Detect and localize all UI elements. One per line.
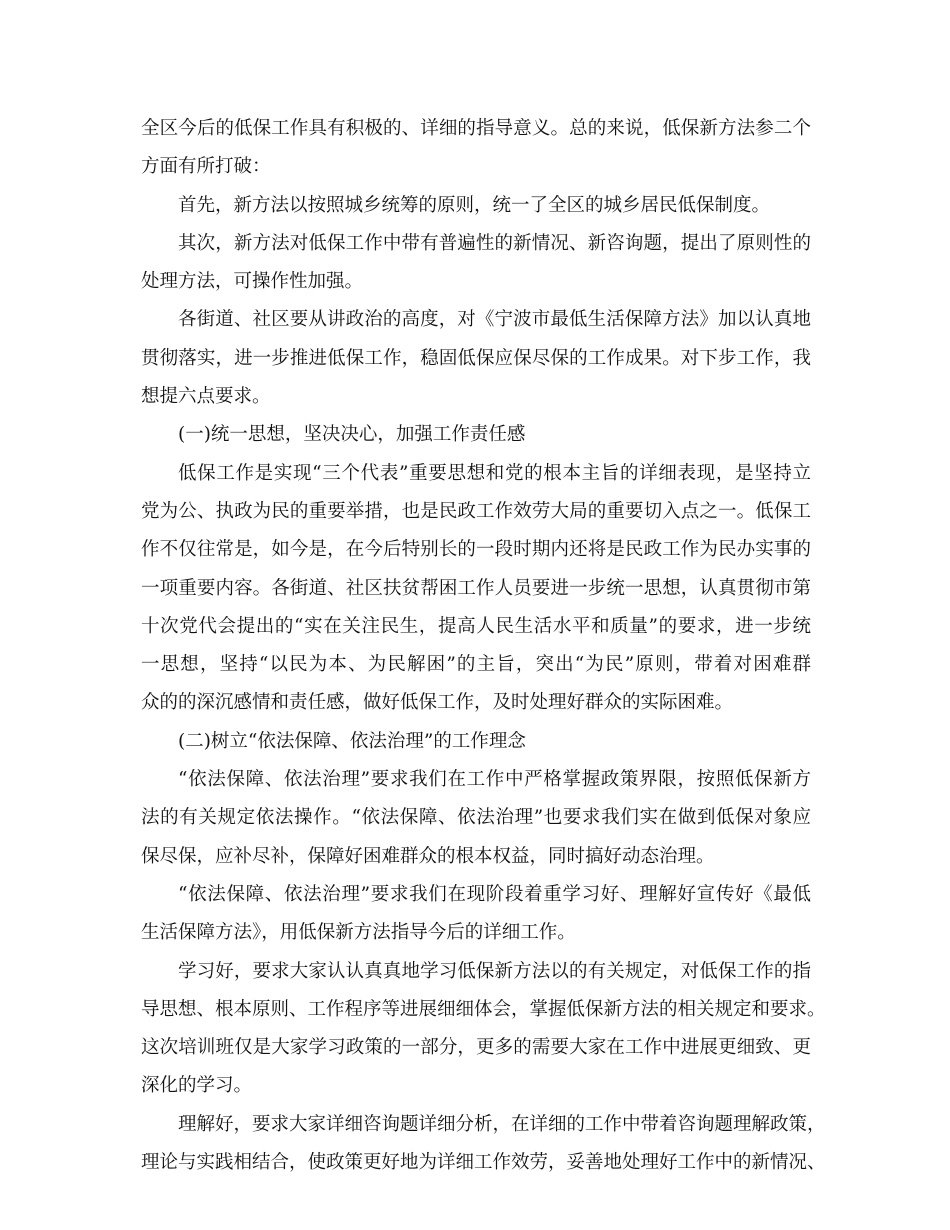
text-line: “依法保障、依法治理”要求我们在工作中严格掌握政策界限，按照低保新方	[178, 769, 811, 791]
text-line: 想提六点要求。	[141, 386, 271, 408]
text-line: 生活保障方法》，用低保新方法指导今后的详细工作。	[141, 922, 576, 944]
text-line: 作不仅往常是，如今是，在今后特别长的一段时期内还将是民政工作为民办实事的	[141, 539, 811, 561]
text-line: 贯彻落实，进一步推进低保工作，稳固低保应保尽保的工作成果。对下步工作，我	[141, 347, 811, 369]
text-line: 处理方法，可操作性加强。	[141, 271, 364, 293]
text-line: 其次，新方法对低保工作中带有普遍性的新情况、新咨询题，提出了原则性的	[178, 232, 811, 254]
text-line: 各街道、社区要从讲政治的高度，对《宁波市最低生活保障方法》加以认真地	[178, 309, 811, 331]
text-line: 理论与实践相结合，使政策更好地为详细工作效劳，妥善地处理好工作中的新情况、	[141, 1152, 826, 1174]
text-line: 全区今后的低保工作具有积极的、详细的指导意义。总的来说，低保新方法参二个	[141, 118, 811, 139]
text-line: (二)树立“依法保障、依法治理”的工作理念	[178, 730, 526, 752]
text-line: 导思想、根本原则、工作程序等进展细细体会，掌握低保新方法的相关规定和要求。	[141, 998, 826, 1020]
text-line: 深化的学习。	[141, 1075, 253, 1097]
text-line: 学习好，要求大家认认真真地学习低保新方法以的有关规定，对低保工作的指	[178, 960, 811, 982]
text-line: 方面有所打破：	[141, 156, 271, 178]
text-line: 一项重要内容。各街道、社区扶贫帮困工作人员要进一步统一思想，认真贯彻市第	[141, 577, 811, 599]
text-line: 这次培训班仅是大家学习政策的一部分，更多的需要大家在工作中进展更细致、更	[141, 1037, 811, 1059]
text-line: 一思想，坚持“以民为本、为民解困”的主旨，突出“为民”原则，带着对困难群	[141, 654, 811, 676]
text-line: 法的有关规定依法操作。“依法保障、依法治理”也要求我们实在做到低保对象应	[141, 807, 811, 829]
text-line: 十次党代会提出的“实在关注民生，提高人民生活水平和质量”的要求，进一步统	[141, 615, 811, 637]
text-line: 众的的深沉感情和责任感，做好低保工作，及时处理好群众的实际困难。	[141, 692, 734, 714]
text-line: (一)统一思想，坚决决心，加强工作责任感	[178, 424, 526, 446]
text-line: 党为公、执政为民的重要举措，也是民政工作效劳大局的重要切入点之一。低保工	[141, 500, 811, 522]
text-line: 理解好，要求大家详细咨询题详细分析，在详细的工作中带着咨询题理解政策，	[178, 1113, 826, 1135]
text-line: 首先，新方法以按照城乡统筹的原则，统一了全区的城乡居民低保制度。	[178, 194, 771, 216]
text-line: “依法保障、依法治理”要求我们在现阶段着重学习好、理解好宣传好《最低	[178, 883, 811, 905]
text-line: 低保工作是实现“三个代表”重要思想和党的根本主旨的详细表现，是坚持立	[178, 462, 811, 484]
text-line: 保尽保，应补尽补，保障好困难群众的根本权益，同时搞好动态治理。	[141, 845, 715, 867]
document-body	[141, 110, 826, 1182]
